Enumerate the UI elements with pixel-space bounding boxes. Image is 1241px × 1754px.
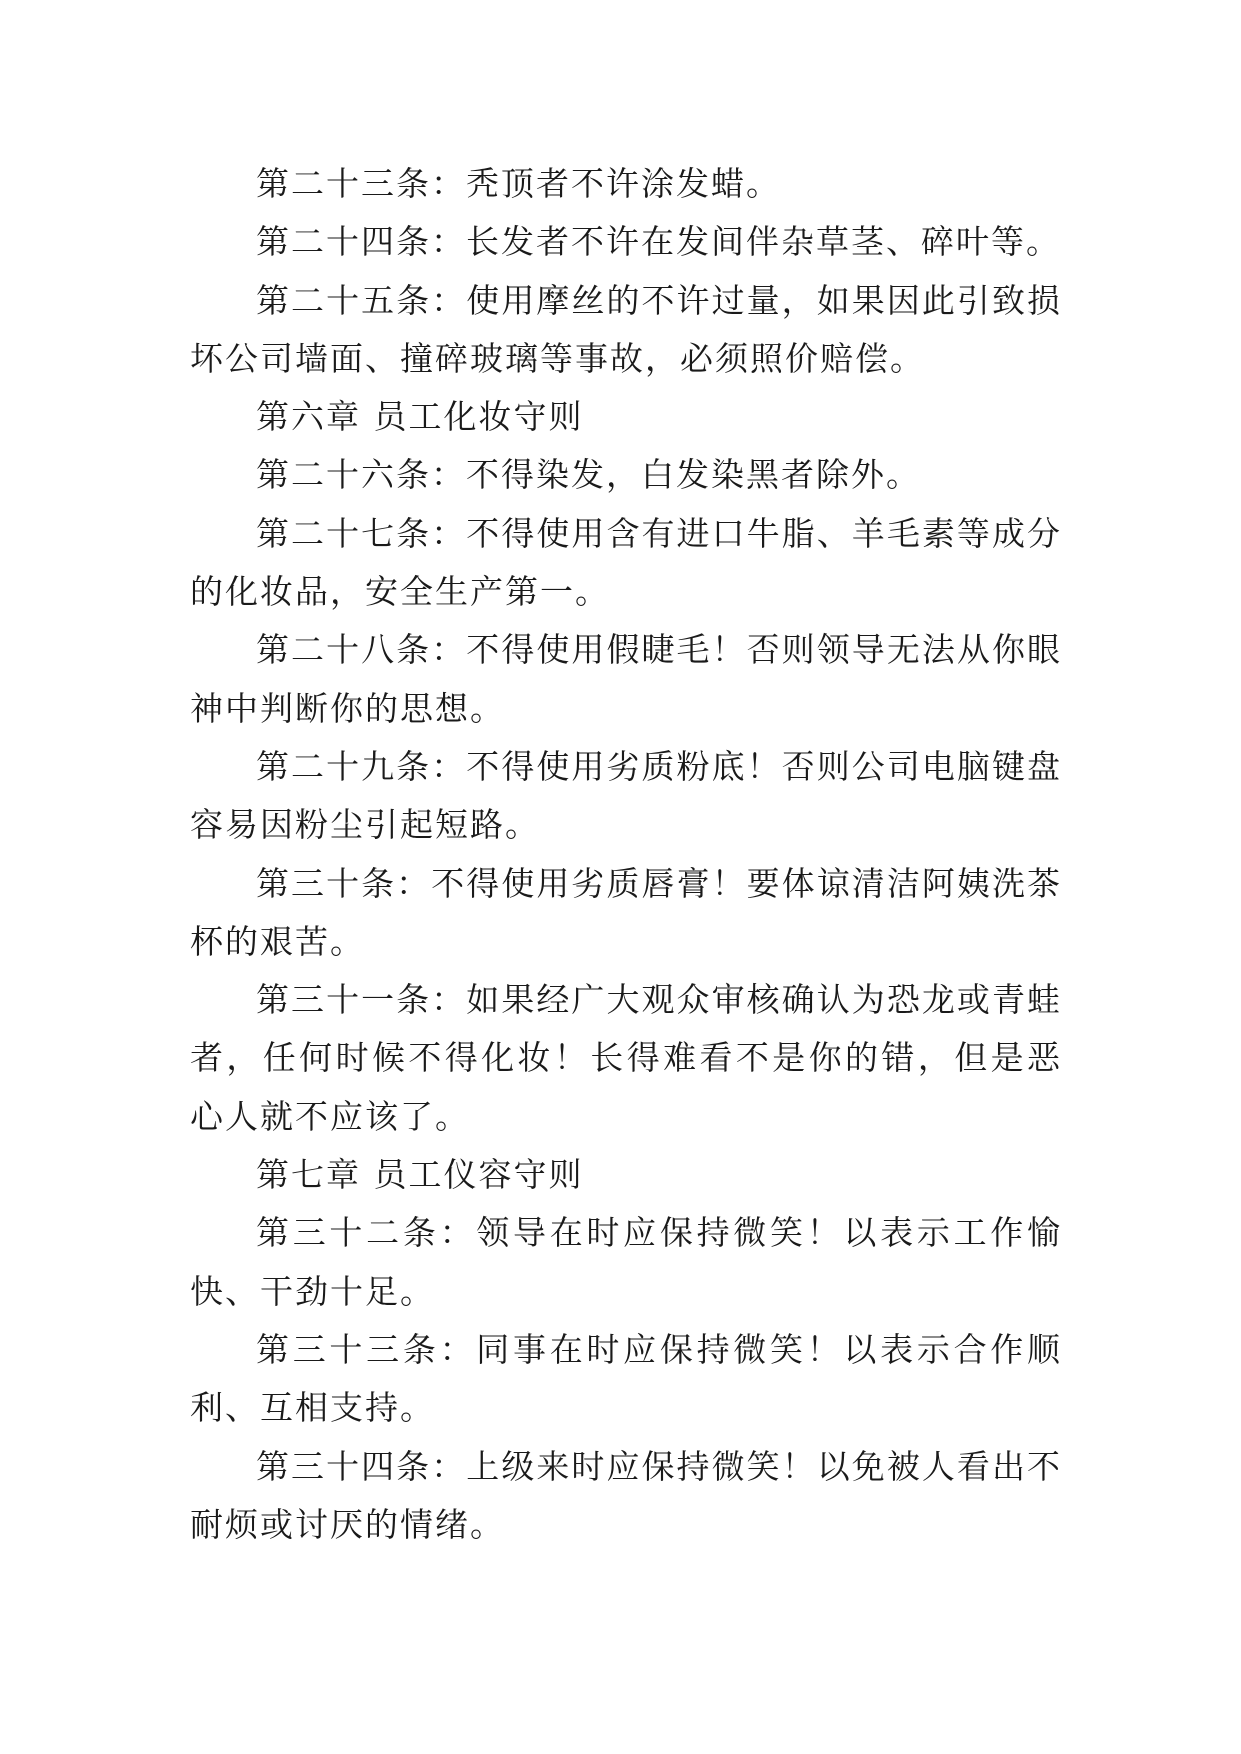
- article-30: 第三十条：不得使用劣质唇膏！要体谅清洁阿姨洗茶杯的艰苦。: [190, 863, 1062, 961]
- article-31: 第三十一条：如果经广大观众审核确认为恐龙或青蛙者，任何时候不得化妆！长得难看不是你的错，但是恶心人就不应该了。: [190, 980, 1062, 1136]
- chapter-7-heading: 第七章 员工仪容守则: [256, 1155, 584, 1195]
- article-28: 第二十八条：不得使用假睫毛！否则领导无法从你眼神中判断你的思想。: [190, 630, 1062, 728]
- article-27: 第二十七条：不得使用含有进口牛脂、羊毛素等成分的化妆品，安全生产第一。: [190, 513, 1062, 612]
- article-34: 第三十四条：上级来时应保持微笑！以免被人看出不耐烦或讨厌的情绪。: [190, 1446, 1062, 1544]
- article-24: 第二十四条：长发者不许在发间伴杂草茎、碎叶等。: [256, 222, 1061, 262]
- article-29: 第二十九条：不得使用劣质粉底！否则公司电脑键盘容易因粉尘引起短路。: [190, 746, 1062, 845]
- article-23: 第二十三条：秃顶者不许涂发蜡。: [256, 164, 781, 203]
- document-body: [190, 155, 1062, 1554]
- article-26: 第二十六条：不得染发，白发染黑者除外。: [256, 455, 921, 495]
- article-25: 第二十五条：使用摩丝的不许过量，如果因此引致损坏公司墙面、撞碎玻璃等事故，必须照价赔偿。: [190, 280, 1062, 378]
- article-33: 第三十三条：同事在时应保持微笑！以表示合作顺利、互相支持。: [190, 1329, 1062, 1428]
- chapter-6-heading: 第六章 员工化妆守则: [256, 397, 584, 437]
- article-32: 第三十二条：领导在时应保持微笑！以表示工作愉快、干劲十足。: [190, 1213, 1062, 1311]
